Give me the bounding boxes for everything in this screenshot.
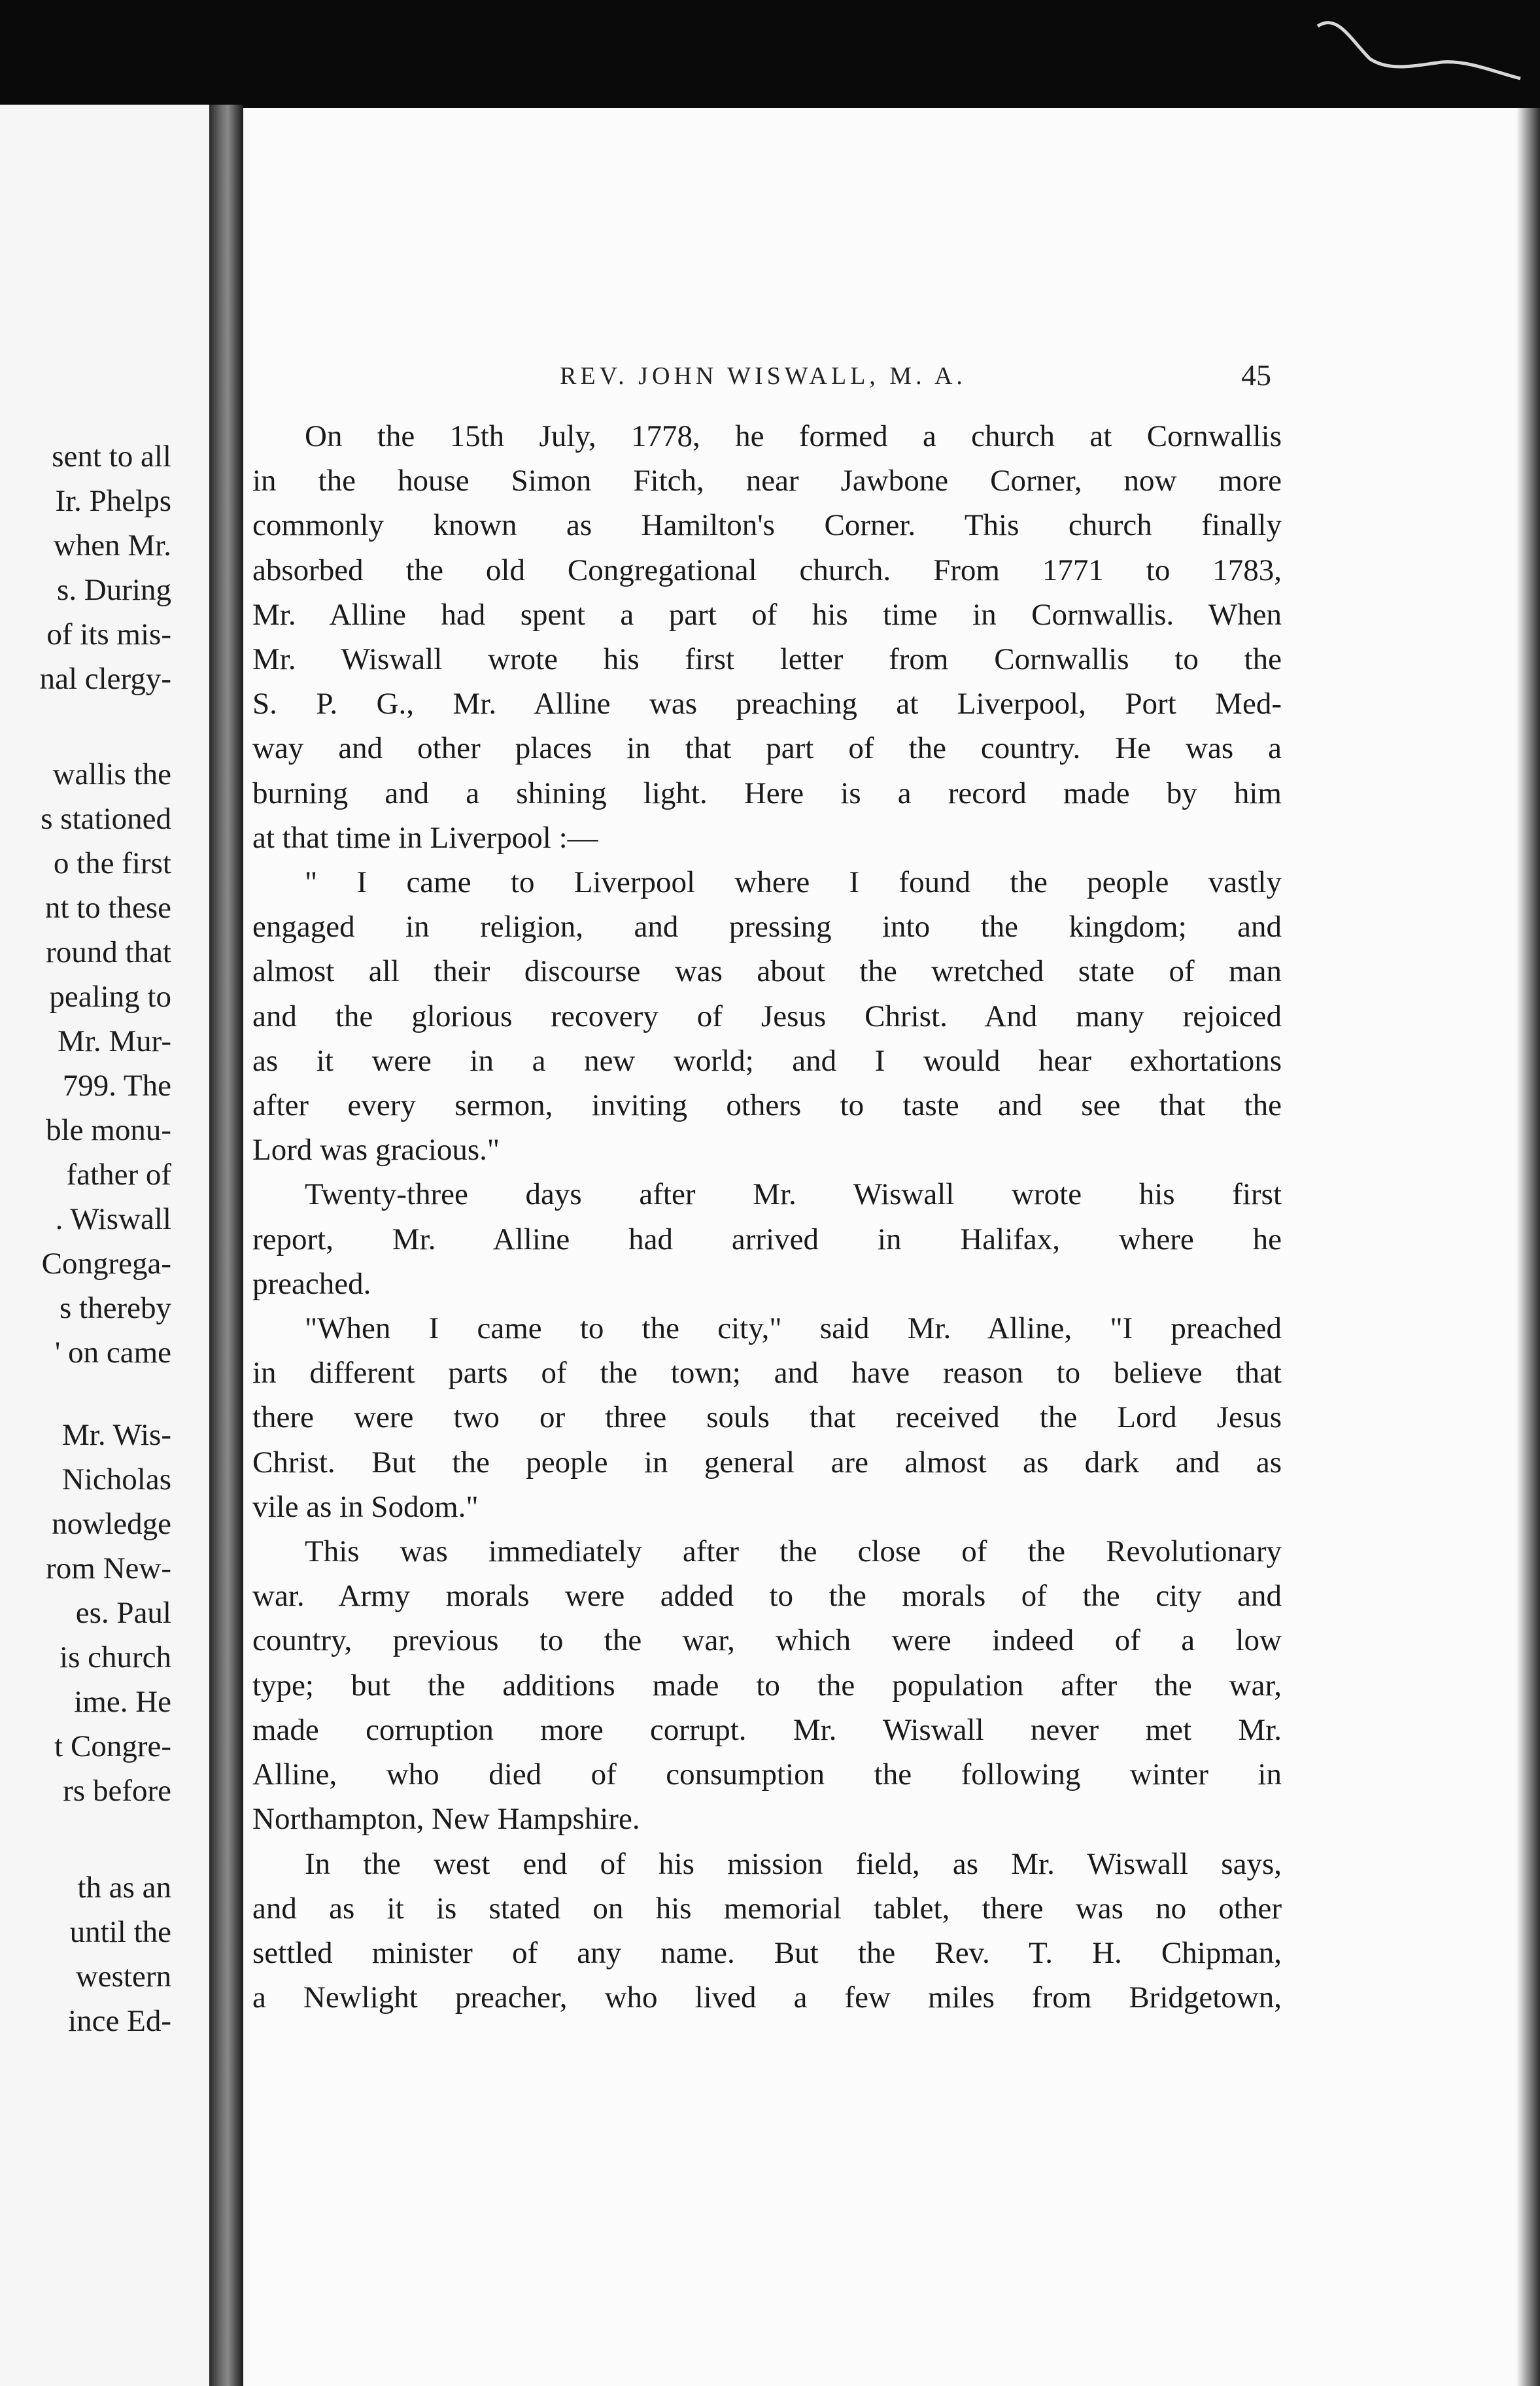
text-line: S. P. G., Mr. Alline was preaching at Liverpool, Port Med- [252, 687, 1282, 721]
text-line: Mr. Alline had spent a part of his time in Cornwallis. When [252, 597, 1282, 632]
text-line: Twenty-three days after Mr. Wiswall wrote his first [305, 1177, 1282, 1212]
previous-page-line: Nicholas [61, 1462, 171, 1496]
paragraph [252, 414, 1282, 860]
body-text [252, 414, 1282, 2020]
previous-page-line: Ir. Phelps [55, 484, 171, 518]
page-edge-shadow [1516, 108, 1540, 2386]
text-line: and the glorious recovery of Jesus Christ. And many rejoiced [252, 999, 1282, 1033]
text-line: there were two or three souls that received the Lord Jesus [252, 1400, 1282, 1435]
previous-page-line: th as an [77, 1871, 171, 1905]
previous-page-line: pealing to [49, 980, 171, 1014]
text-line: made corruption more corrupt. Mr. Wiswall never met Mr. [252, 1712, 1282, 1747]
book-gutter [209, 105, 243, 2386]
text-line: commonly known as Hamilton's Corner. This church finally [252, 508, 1282, 543]
text-line: Mr. Wiswall wrote his first letter from Cornwallis to the [252, 642, 1282, 677]
paragraph [252, 1842, 1282, 2020]
text-line: in different parts of the town; and have reason to believe that [252, 1356, 1282, 1391]
previous-page-line: s thereby [60, 1291, 171, 1325]
previous-page-line: father of [66, 1158, 171, 1192]
previous-page-line: ble monu- [46, 1113, 171, 1147]
previous-page-text-block [41, 752, 171, 1375]
previous-page-line: wallis the [52, 757, 171, 791]
scanner-background [0, 0, 1540, 111]
previous-page-line: western [75, 1960, 171, 1994]
previous-page-line: of its mis- [46, 617, 171, 651]
paragraph [252, 1306, 1282, 1529]
text-line: type; but the additions made to the population after the war, [252, 1668, 1282, 1703]
previous-page-text-block [40, 434, 171, 701]
text-line: This was immediately after the close of the Revolutionary [305, 1534, 1282, 1569]
previous-page-line: s. During [57, 573, 171, 607]
previous-page-line: nowledge [52, 1507, 171, 1541]
previous-page-line: rs before [63, 1774, 171, 1808]
text-line: Lord was gracious." [252, 1133, 500, 1167]
text-line: war. Army morals were added to the morals of the city and [252, 1579, 1282, 1614]
text-line: report, Mr. Alline had arrived in Halifax, where he [252, 1222, 1282, 1256]
text-line: Northampton, New Hampshire. [252, 1802, 640, 1837]
text-line: a Newlight preacher, who lived a few miles from Bridgetown, [252, 1980, 1282, 2015]
previous-page-line: sent to all [52, 440, 171, 474]
previous-page-text-block [68, 1865, 171, 2043]
text-line: In the west end of his mission field, as Mr. Wiswall says, [305, 1846, 1282, 1881]
previous-page-line: Mr. Mur- [57, 1024, 171, 1058]
text-line: settled minister of any name. But the Rev. T. H. Chipman, [252, 1935, 1282, 1970]
text-line: engaged in religion, and pressing into the kingdom; and [252, 910, 1282, 944]
previous-page-line: t Congre- [54, 1729, 171, 1763]
text-line: preached. [252, 1266, 371, 1301]
text-line: "When I came to the city," said Mr. Alline, "I preached [305, 1311, 1282, 1346]
previous-page-line: o the first [53, 846, 171, 880]
running-head: REV. JOHN WISWALL, M. A. [560, 362, 967, 390]
previous-page-fragment [0, 105, 209, 2386]
text-line: vile as in Sodom." [252, 1489, 479, 1524]
text-line: way and other places in that part of the country. He was a [252, 731, 1282, 766]
paragraph [252, 1172, 1282, 1306]
previous-page-line: nt to these [44, 891, 171, 925]
previous-page-line: es. Paul [75, 1596, 171, 1630]
previous-page-line: round that [46, 935, 171, 969]
previous-page-line: . Wiswall [55, 1202, 171, 1236]
page-number: 45 [1241, 358, 1271, 392]
text-line: and as it is stated on his memorial tablet, there was no other [252, 1891, 1282, 1926]
previous-page-line: when Mr. [53, 528, 171, 562]
previous-page-line: Congrega- [41, 1247, 171, 1281]
text-line: On the 15th July, 1778, he formed a church at Cornwallis [305, 419, 1282, 453]
text-line: as it were in a new world; and I would hear exhortations [252, 1043, 1282, 1078]
previous-page-text-block [46, 1413, 171, 1813]
text-line: at that time in Liverpool :— [252, 820, 598, 855]
paragraph [252, 860, 1282, 1172]
previous-page-line: Mr. Wis- [62, 1418, 171, 1452]
text-line: in the house Simon Fitch, near Jawbone Corner, now more [252, 464, 1282, 498]
text-line: absorbed the old Congregational church. From 1771 to 1783, [252, 553, 1282, 587]
previous-page-line: nal clergy- [39, 662, 171, 696]
text-line: burning and a shining light. Here is a record made by him [252, 776, 1282, 810]
previous-page-line: ince Ed- [68, 2004, 171, 2038]
previous-page-line: ' on came [54, 1336, 171, 1370]
scan-artifact-mark [1311, 0, 1527, 111]
previous-page-line: s stationed [41, 802, 171, 836]
text-line: country, previous to the war, which were indeed of a low [252, 1623, 1282, 1658]
text-line: Alline, who died of consumption the following winter in [252, 1757, 1282, 1792]
text-line: almost all their discourse was about the wretched state of man [252, 954, 1282, 989]
paragraph [252, 1529, 1282, 1841]
text-line: " I came to Liverpool where I found the people vastly [305, 865, 1282, 900]
previous-page-line: 799. The [62, 1069, 171, 1103]
previous-page-line: ime. He [74, 1685, 171, 1719]
previous-page-line: until the [69, 1915, 171, 1949]
text-line: Christ. But the people in general are almost as dark and as [252, 1445, 1282, 1479]
text-line: after every sermon, inviting others to taste and see that the [252, 1088, 1282, 1123]
book-page [243, 108, 1540, 2386]
previous-page-line: is church [60, 1640, 171, 1674]
previous-page-line: rom New- [46, 1551, 171, 1585]
